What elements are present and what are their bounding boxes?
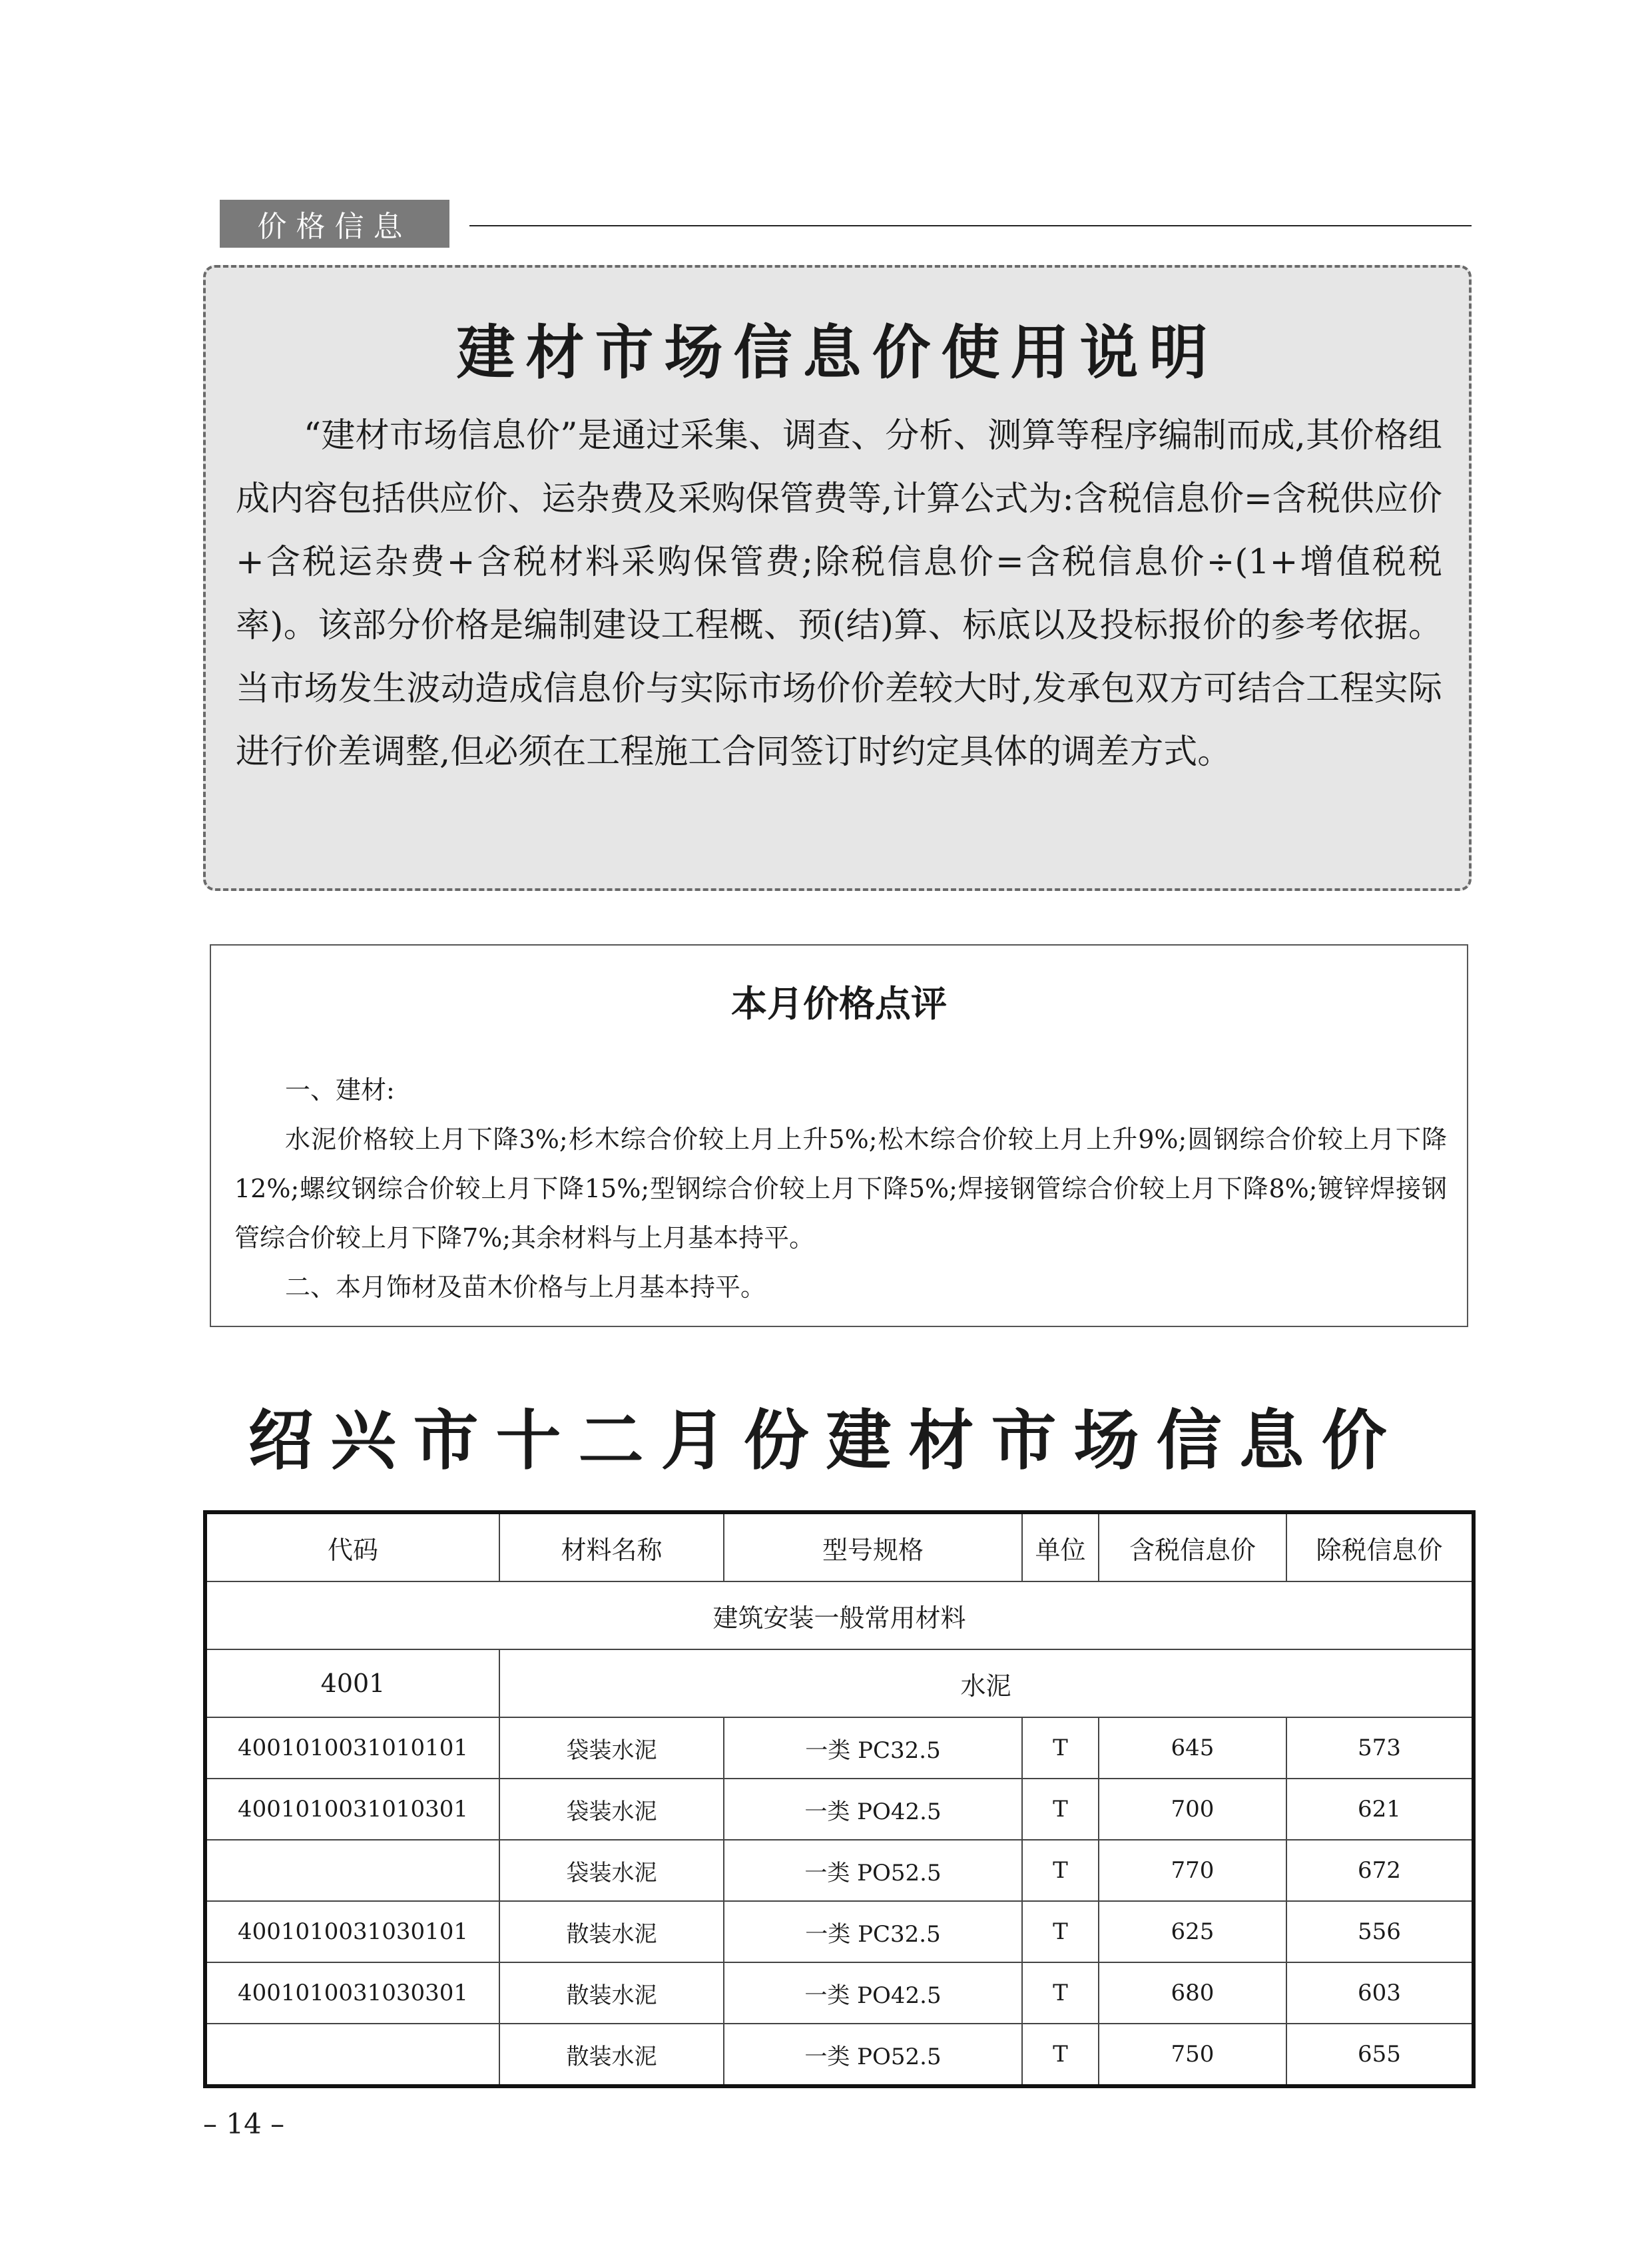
section-label: 价格信息 <box>220 200 449 248</box>
subcategory-name: 水泥 <box>499 1649 1474 1717</box>
cell-unit: T <box>1022 2024 1099 2086</box>
monthly-review-box <box>210 944 1468 1327</box>
cell-unit: T <box>1022 1840 1099 1901</box>
table-header-row <box>205 1512 1474 1581</box>
table-row <box>205 1840 1474 1901</box>
column-header-tax-price: 含税信息价 <box>1099 1512 1286 1581</box>
price-table <box>203 1510 1476 2088</box>
category-label: 建筑安装一般常用材料 <box>205 1581 1474 1649</box>
review-title: 本月价格点评 <box>731 983 947 1025</box>
page-number: – 14 – <box>203 2108 285 2140</box>
table-row <box>205 1779 1474 1840</box>
column-header-net-price: 除税信息价 <box>1286 1512 1474 1581</box>
cell-unit: T <box>1022 1717 1099 1779</box>
section-divider <box>469 225 1472 226</box>
column-header-spec: 型号规格 <box>724 1512 1022 1581</box>
cell-tax-price: 750 <box>1099 2024 1286 2086</box>
cell-code <box>205 2024 499 2086</box>
cell-tax-price: 700 <box>1099 1779 1286 1840</box>
cell-code: 4001010031010101 <box>205 1717 499 1779</box>
cell-name: 袋装水泥 <box>499 1840 724 1901</box>
cell-code <box>205 1840 499 1901</box>
cell-spec: 一类 PO42.5 <box>724 1779 1022 1840</box>
cell-tax-price: 625 <box>1099 1901 1286 1962</box>
column-header-unit: 单位 <box>1022 1512 1099 1581</box>
cell-name: 散装水泥 <box>499 1962 724 2024</box>
column-header-name: 材料名称 <box>499 1512 724 1581</box>
cell-code: 4001010031010301 <box>205 1779 499 1840</box>
cell-net-price: 556 <box>1286 1901 1474 1962</box>
cell-net-price: 621 <box>1286 1779 1474 1840</box>
cell-name: 散装水泥 <box>499 2024 724 2086</box>
cell-net-price: 655 <box>1286 2024 1474 2086</box>
cell-name: 散装水泥 <box>499 1901 724 1962</box>
cell-unit: T <box>1022 1962 1099 2024</box>
category-row <box>205 1581 1474 1649</box>
cell-code: 4001010031030101 <box>205 1901 499 1962</box>
column-header-code: 代码 <box>205 1512 499 1581</box>
review-paragraph: 水泥价格较上月下降3%;杉木综合价较上月上升5%;松木综合价较上月上升9%;圆钢综合价较上月下降12%;螺纹钢综合价较上月下降15%;型钢综合价较上月下降5%;焊接钢管综合价较上月下降8%;镀锌焊接钢管综合价较上月下降7%;其余材料与上月基本持平。 <box>234 1125 1447 1253</box>
cell-tax-price: 680 <box>1099 1962 1286 2024</box>
usage-body: “建材市场信息价”是通过采集、调查、分析、测算等程序编制而成,其价格组成内容包括供应价、运杂费及采购保管费等,计算公式为:含税信息价=含税供应价+含税运杂费+含税材料采购保管费;除税信息价=含税信息价÷(1+增值税税率)。该部分价格是编制建设工程概、预(结)算、标底以及投标报价的参考依据。当市场发生波动造成信息价与实际市场价价差较大时,发承包双方可结合工程实际进行价差调整,但必须在工程施工合同签订时约定具体的调差方式。 <box>236 416 1442 772</box>
cell-code: 4001010031030301 <box>205 1962 499 2024</box>
table-row <box>205 1717 1474 1779</box>
cell-spec: 一类 PO52.5 <box>724 2024 1022 2086</box>
market-price-title: 绍兴市十二月份建材市场信息价 <box>248 1403 1404 1479</box>
table-row <box>205 1901 1474 1962</box>
cell-net-price: 573 <box>1286 1717 1474 1779</box>
cell-net-price: 672 <box>1286 1840 1474 1901</box>
review-paragraph: 一、建材: <box>285 1075 395 1105</box>
subcategory-code: 4001 <box>205 1649 499 1717</box>
usage-notice-box <box>203 265 1472 891</box>
cell-spec: 一类 PO52.5 <box>724 1840 1022 1901</box>
cell-tax-price: 645 <box>1099 1717 1286 1779</box>
cell-unit: T <box>1022 1779 1099 1840</box>
cell-name: 袋装水泥 <box>499 1717 724 1779</box>
cell-name: 袋装水泥 <box>499 1779 724 1840</box>
table-row <box>205 1962 1474 2024</box>
cell-spec: 一类 PC32.5 <box>724 1901 1022 1962</box>
cell-spec: 一类 PC32.5 <box>724 1717 1022 1779</box>
usage-title: 建材市场信息价使用说明 <box>456 318 1219 387</box>
cell-net-price: 603 <box>1286 1962 1474 2024</box>
cell-tax-price: 770 <box>1099 1840 1286 1901</box>
subcategory-row <box>205 1649 1474 1717</box>
cell-spec: 一类 PO42.5 <box>724 1962 1022 2024</box>
review-body <box>234 1065 1447 1312</box>
table-row <box>205 2024 1474 2086</box>
review-paragraph: 二、本月饰材及苗木价格与上月基本持平。 <box>285 1272 766 1302</box>
cell-unit: T <box>1022 1901 1099 1962</box>
section-header <box>220 200 1472 248</box>
